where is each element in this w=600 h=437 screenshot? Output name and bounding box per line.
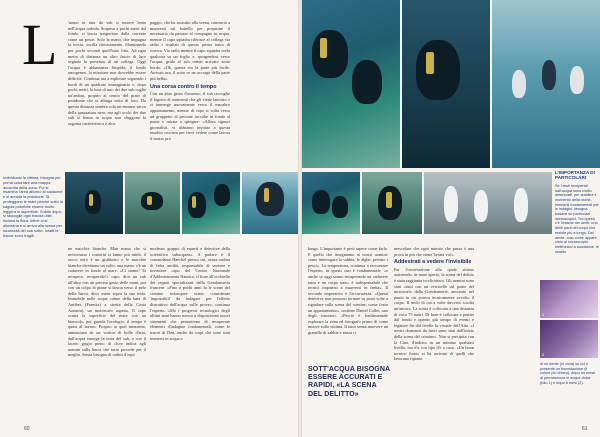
section-heading: Addestrati a vedere l'invisibile <box>394 259 472 266</box>
body-text: moderno gruppo di esperti e detective della scientifica subacquea». A parlare è il comandante Haeckel presso cui, senza ombra di falsa umiltà, responsabile di sezione e inventore capo del Centro Nazionale d'Addestramento Nautico, il fiore all'occhiello dei reparti specializzati della Gendarmeria francese. «Fino a pochi anni fa le scene del crimine subacquee erano considerate 'impossibili' da indagare per l'effetto distruttivo dell'acqua sulle prove», continua l'esperto. «Ma i progressi tecnologici degli ultimi anni hanno messo a disposizione nuovi strumenti che permettono di recuperare elementi d'indagine fondamentali, come le tracce di Dna, anche da corpi che sono stati immersi in acqua a <box>150 246 230 341</box>
left-page <box>0 0 298 437</box>
sidebar-title: L'IMPORTANZA DI PARTICOLARI <box>555 170 595 181</box>
photo-divers-evidence <box>302 172 360 234</box>
body-text: ne macchie bianche. Man mano che si avvicinano i contorni si fanno più nitidi, il sacco nero è un giubbotto e le macchie bianche diventano un volto: una mano: c'è un cadavere in fondo al mare. «Ci siamo! Ta recupero, recuperalo!» capo, dice un sub all'altro con un preciso gesto delle mani, poi con un colpo di pinne si lancia verso il pelo della barca, dieci metri sopra la sua testa. Immobile nelle acque calme della baia di Antibes (Francia) a stretta della Costa Azzurra), un motoscafo aspetta. Il capo scruta la superficie del mare con un binocolo, poi guarda l'orologio: il tempo è quasi al lavoro. Proprio in quel momento, annunciata da un vortice di bolle d'aria, dall'acqua emerge la testa del sub, e con il lacero grigio pieno di clore indica agli uomini sulla barca che tutto procede per il meglio. Senza bisogno di ordini il equi <box>68 246 146 358</box>
body-text: lungo. L'importante è però sapere come farlo. E quello che insegniamo ai nostri uomini: come interrogare la sabbia, le alghe, persino i pesci». La temperatura, continua a raccontare l'esperto, in questi casi è fondamentale, «e anche se oggi siamo recuperando un cadavere tutto e un corpo steso, è indispensabile che tecnici imparino a muoversi in fretta». Il secondo imperativo è l'accuratezza. «Questi detective non possono tornare su posti volte a rigardare sulla scena del crimine, come fosse un appartamento», sostiene Daniel Collet, uno degli istruttori. «Perciò è fondamentale esplorare la zona ed fotografo primo di come muove sulla vittima. Il tutto senza muovere un granello di sabbia e senza ri <box>308 246 388 335</box>
body-text: Con un altro gesto d'assenso, il sub raccoglie il fagotto di strumenti che gli viene lanciato e si immerge nuovamente verso il macabro appuntamento, mentre di capo si volta verso un gruppetto di persone raccolte in fondo al ponte e mirate a spiegare: «Allora signori giornalisti, vi abbiamo invitato a questa insolita crociera per farvi vedere come lavora il nostro pro <box>150 91 230 141</box>
body-column-4 <box>394 246 474 421</box>
photo-diver-tank <box>362 172 422 234</box>
pull-quote: SOTT'ACQUA BISOGNA ESSERE ACCURATI E RAPIDI, «LA SCENA DEL DELITTO» <box>308 366 390 398</box>
body-text: 'uomo in tuta da sub si muove lento nell'acqua torbida. Sospeso a pochi metri dal fondo, si lascia trasportare dalla corrente come un pesce. Solo la mano, che impugna la torcia, oscilla ritmicamente, illuminando per pochi secondi quell'buio fitto. Ad ogni metro di distanza un altro fascio di luce segnala la presenza di un collega. Oggi l'acqua è abbastanza limpida; il fondo omogeneo, la missione non dovrebbe essere difficile. Continua ma a esplorare seguendo i bordi di un quadrato immaginario e, dopo pochi metri, la luce di uno dei due sub coglie un'ombra, proprio al centro del prato di posidonie che si allarga sotto di loro. Da questa distanza sembra solo un enorme sacco della spazzatura nera, ma agli occhi dei due sub si ferma in acqua non sfuggono la sagoma caratteristica e alcu <box>68 20 146 126</box>
photo-diver-grass <box>125 172 180 234</box>
photo-label-1: 1 <box>542 312 545 317</box>
photo-tooth-microscope-1 <box>540 280 598 318</box>
body-column-3 <box>308 246 388 361</box>
photo-label-2: 2 <box>542 352 545 357</box>
photo-divers-inspection <box>182 172 240 234</box>
photo-boat-team <box>492 0 600 168</box>
sidebar-body: Se i resti recuperati dall'acqua sono molto deteriorati, per stabilire il momento della morte, elementi fondamentali per le indagini, bisogna basarsi su particolari microscopici. Tra questi c'è l'esame dei denti, una delle parti del corpo che resiste più a lungo. Dal dente, così come appare, visto al microscopio elettronico a scansione, le smalto <box>555 183 599 254</box>
photo-diver-torch <box>402 0 490 168</box>
body-text: paggio, che ha assistito alla scena, comincia a muoversi sul battello per preparare il necessario da passare al compagno in acqua, mentre il capo squadra riferisce al collega via radio i risultati di questo primo tratto di ricerca. Via radio mentre il capo squadra svela qualcosa su un foglio e, sporgendosi verso l'acqua, grida al sub ormai arrivato sotto bordo: «Ok, questa era la parte più facile. Arrivati ora, il sotto se ne accorge della parte più bella». <box>150 20 230 81</box>
page-number-right: 61 <box>582 426 588 432</box>
right-page <box>302 0 600 437</box>
sidebar-box <box>555 170 600 254</box>
body-text: mescolare che ogni minuto che passa è una prova in più che viene 'lavata via'». <box>394 246 474 257</box>
photo-divers-exploration <box>302 0 400 168</box>
microscope-caption: di un dente (in viola) su cui è presente un'incrostazione (il colore più chiaro), dopo un mese di permanenza in acqua dolce (foto 1) e dopo 6 mesi (2). <box>540 362 596 385</box>
body-text: Per l'osservazione alla quale stiamo assistendo, in mare aperto, la scena del delitto è stata raggiunta in elicottero. Gli uomini sono stati calati con un verricello sul ponte del motoscafo della Gendarmerie, ancorato nel punto in cui poteva tecnicamente avvolto il corpo. Il molo di cui a volte davvero sciolta un'ancora. La scena è collocata a una distanza di circa 75 metri. Di base è collocata a partire dal fondo e quanto più tempo di eventi e legature fin dal livello la visuale dell'Alta. «I nostri dormanti da fuori sono stati dall'inizio della scena del crimine». Non si precipita con la Cina, d'indizio in un minimo qualsiasi livello, ma d'a con tipo d'e a caso. «Un buon tecnico fiuto» si ha arrivato di quelli che lavorano ripiano. <box>394 266 474 362</box>
body-column-2-top <box>150 20 230 170</box>
photo-tooth-microscope-2 <box>540 320 598 358</box>
drop-cap: L <box>22 12 58 77</box>
photo-lab-analysis <box>424 172 552 234</box>
body-column-2-bottom <box>150 246 230 421</box>
section-heading: Una corsa contro il tempo <box>150 83 217 90</box>
body-column-1-bottom <box>68 246 146 421</box>
body-column-1-top <box>68 20 146 155</box>
photo-diver-surface <box>242 172 298 234</box>
page-number-left: 60 <box>24 426 30 432</box>
photo-caption: Individuato la vittima, bisogna per prima cosa fare una mappa accurata della zona. Poi si esamina l'area attorno al cadavere e si annota la posizione. Si proteggono le mani perché sotto la sagola potrebbe essere molto leggera in superficie. Subito dopo, si raccoglie ogni traccia utile, inclusa la flora. Infine ci si allontana e si arriva alla scena per sicurezza del sub sotto. Infatti le tracce sono fragili. <box>3 175 63 238</box>
photo-diver-seabed <box>65 172 123 234</box>
